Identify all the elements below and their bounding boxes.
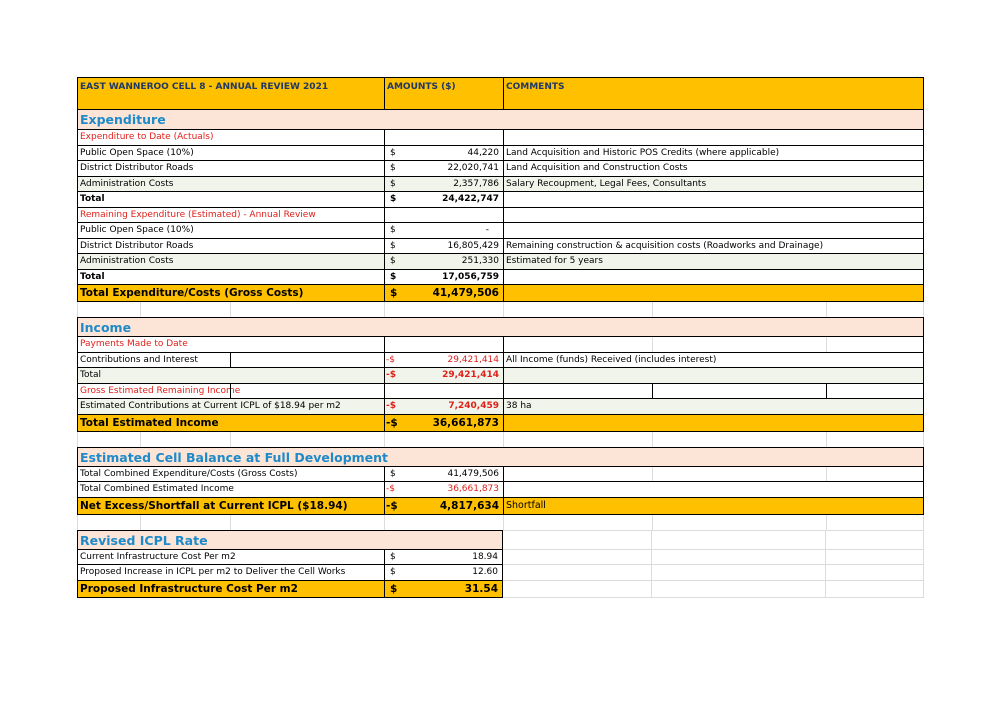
- amount-value: 17,056,759: [442, 271, 499, 282]
- comment-cell[interactable]: [503, 208, 924, 224]
- empty-cell[interactable]: [77, 302, 384, 317]
- amount-cell[interactable]: [384, 285, 503, 302]
- row-label[interactable]: Total Expenditure/Costs (Gross Costs): [77, 285, 384, 302]
- amount-cell[interactable]: [384, 353, 503, 369]
- empty-cell[interactable]: [503, 302, 924, 317]
- amount-cell[interactable]: [384, 177, 503, 193]
- amount-cell[interactable]: [384, 161, 503, 177]
- icpl-section-row: [77, 530, 924, 550]
- row-label[interactable]: Total: [77, 368, 384, 384]
- comment-cell[interactable]: Remaining construction & acquisition costs (Roadworks and Drainage): [503, 239, 924, 255]
- currency-symbol: $: [390, 551, 396, 562]
- header-amounts[interactable]: AMOUNTS ($): [384, 77, 503, 110]
- contributions-label: Contributions and Interest: [80, 354, 198, 365]
- table-row: [77, 254, 924, 270]
- row-label[interactable]: Total Estimated Income: [77, 415, 384, 432]
- comment-cell[interactable]: [503, 285, 924, 302]
- remaining-label-row: [77, 208, 924, 224]
- empty-cell[interactable]: [503, 515, 924, 530]
- row-label[interactable]: Administration Costs: [77, 177, 384, 193]
- income-title[interactable]: Income: [77, 317, 924, 337]
- balance-section-row: [77, 447, 924, 467]
- subtotal-row: [77, 270, 924, 286]
- amount-value: 7,240,459: [448, 401, 499, 411]
- currency-symbol: -$: [386, 416, 398, 429]
- total-expenditure-row: [77, 285, 924, 302]
- payments-label[interactable]: Payments Made to Date: [77, 337, 384, 353]
- actuals-label-row: [77, 130, 924, 146]
- spacer-row: [77, 302, 924, 317]
- empty-cell[interactable]: [503, 565, 924, 581]
- header-title[interactable]: EAST WANNEROO CELL 8 - ANNUAL REVIEW 2021: [77, 77, 384, 110]
- amount-value: -: [485, 225, 489, 235]
- empty-cell[interactable]: [503, 550, 924, 566]
- amount-cell[interactable]: [384, 550, 503, 566]
- comment-cell[interactable]: [503, 467, 924, 483]
- comment-cell[interactable]: Land Acquisition and Historic POS Credits (where applicable): [503, 146, 924, 162]
- amount-cell[interactable]: [384, 482, 503, 498]
- empty-cell[interactable]: [384, 302, 503, 317]
- balance-title[interactable]: Estimated Cell Balance at Full Development: [77, 447, 924, 467]
- amount-cell[interactable]: [384, 270, 503, 286]
- amount-value: 36,661,873: [447, 484, 499, 494]
- row-label[interactable]: [77, 353, 384, 369]
- currency-symbol: $: [390, 256, 396, 266]
- comment-cell[interactable]: Land Acquisition and Construction Costs: [503, 161, 924, 177]
- table-row: [77, 482, 924, 498]
- subtotal-row: [77, 192, 924, 208]
- gross-label-row: [77, 384, 924, 400]
- currency-symbol: $: [390, 240, 396, 251]
- table-row: [77, 177, 924, 193]
- empty-cell[interactable]: [503, 432, 924, 447]
- currency-symbol: $: [390, 178, 396, 189]
- amount-cell[interactable]: [384, 415, 503, 432]
- comment-cell[interactable]: [503, 130, 924, 146]
- amount-cell[interactable]: [384, 254, 503, 270]
- table-row: [77, 223, 924, 239]
- currency-symbol: -$: [386, 499, 398, 512]
- comment-cell[interactable]: [503, 415, 924, 432]
- income-section-row: [77, 317, 924, 337]
- amount-cell[interactable]: [384, 208, 503, 224]
- empty-cell[interactable]: [503, 530, 924, 550]
- comment-cell[interactable]: [503, 270, 924, 286]
- actuals-label[interactable]: Expenditure to Date (Actuals): [77, 130, 384, 146]
- spacer-row: [77, 515, 924, 530]
- payments-label-row: [77, 337, 924, 353]
- amount-cell[interactable]: [384, 130, 503, 146]
- currency-symbol: $: [390, 567, 396, 577]
- row-label[interactable]: Administration Costs: [77, 254, 384, 270]
- row-label[interactable]: District Distributor Roads: [77, 239, 384, 255]
- comment-cell[interactable]: [503, 482, 924, 498]
- amount-value: 29,421,414: [447, 354, 499, 365]
- table-row: [77, 161, 924, 177]
- row-label[interactable]: [77, 384, 384, 400]
- amount-value: 29,421,414: [442, 370, 499, 380]
- currency-symbol: $: [390, 271, 397, 282]
- row-label[interactable]: Proposed Infrastructure Cost Per m2: [77, 581, 384, 598]
- amount-value: 36,661,873: [432, 416, 499, 429]
- empty-cell[interactable]: [384, 515, 503, 530]
- net-shortfall-row: [77, 498, 924, 515]
- amount-cell[interactable]: [384, 368, 503, 384]
- amount-value: 2,357,786: [453, 178, 499, 189]
- amount-cell[interactable]: [384, 192, 503, 208]
- amount-value: 24,422,747: [442, 194, 499, 204]
- comment-cell[interactable]: Shortfall: [503, 498, 924, 515]
- amount-value: 4,817,634: [439, 499, 499, 512]
- table-row: [77, 239, 924, 255]
- amount-value: 12.60: [472, 567, 498, 577]
- comment-cell[interactable]: [503, 337, 924, 353]
- amount-cell[interactable]: [384, 223, 503, 239]
- currency-symbol: -$: [386, 484, 395, 494]
- icpl-title[interactable]: Revised ICPL Rate: [77, 530, 503, 550]
- amount-cell[interactable]: [384, 384, 503, 400]
- table-row: [77, 550, 924, 566]
- comment-cell[interactable]: Salary Recoupment, Legal Fees, Consultants: [503, 177, 924, 193]
- amount-cell[interactable]: [384, 581, 503, 598]
- amount-cell[interactable]: [384, 337, 503, 353]
- currency-symbol: $: [390, 225, 396, 235]
- empty-cell[interactable]: [77, 515, 384, 530]
- row-label[interactable]: Total: [77, 192, 384, 208]
- header-row: [77, 77, 924, 110]
- amount-value: 41,479,506: [447, 468, 499, 479]
- expenditure-title[interactable]: Expenditure: [77, 110, 924, 130]
- header-comments[interactable]: COMMENTS: [503, 77, 924, 110]
- expenditure-section-row: [77, 110, 924, 130]
- row-label[interactable]: Current Infrastructure Cost Per m2: [77, 550, 384, 566]
- table-row: [77, 399, 924, 415]
- currency-symbol: $: [390, 163, 396, 173]
- table-row: [77, 467, 924, 483]
- comment-cell[interactable]: [503, 192, 924, 208]
- amount-cell[interactable]: [384, 399, 503, 415]
- row-label[interactable]: Net Excess/Shortfall at Current ICPL ($18.94): [77, 498, 384, 515]
- amount-value: 41,479,506: [432, 287, 499, 299]
- amount-value: 18.94: [472, 551, 498, 562]
- table-row: [77, 565, 924, 581]
- subtotal-row: [77, 368, 924, 384]
- comment-cell[interactable]: [503, 223, 924, 239]
- row-label[interactable]: Proposed Increase in ICPL per m2 to Deliver the Cell Works: [77, 565, 384, 581]
- amount-value: 16,805,429: [447, 240, 499, 251]
- amount-cell[interactable]: [384, 146, 503, 162]
- currency-symbol: -$: [386, 401, 396, 411]
- amount-value: 22,020,741: [447, 163, 499, 173]
- amount-value: 251,330: [461, 256, 499, 266]
- row-label[interactable]: Total: [77, 270, 384, 286]
- amount-cell[interactable]: [384, 565, 503, 581]
- amount-cell[interactable]: [384, 467, 503, 483]
- empty-cell[interactable]: [503, 581, 924, 598]
- table-row: [77, 353, 924, 369]
- comment-cell[interactable]: 38 ha: [503, 399, 924, 415]
- comment-cell[interactable]: Estimated for 5 years: [503, 254, 924, 270]
- gross-label: Gross Estimated Remaining Income: [80, 385, 241, 396]
- row-label[interactable]: Public Open Space (10%): [77, 146, 384, 162]
- amount-cell[interactable]: [384, 239, 503, 255]
- currency-symbol: $: [390, 287, 398, 299]
- row-label[interactable]: Total Combined Estimated Income: [77, 482, 384, 498]
- review-sheet: [77, 77, 924, 598]
- amount-cell[interactable]: [384, 498, 503, 515]
- proposed-cost-row: [77, 581, 924, 598]
- currency-symbol: $: [390, 582, 398, 595]
- row-label[interactable]: Public Open Space (10%): [77, 223, 384, 239]
- total-income-row: [77, 415, 924, 432]
- currency-symbol: -$: [386, 370, 396, 380]
- comment-cell[interactable]: [503, 384, 924, 400]
- remaining-label[interactable]: Remaining Expenditure (Estimated) - Annual Review: [77, 208, 384, 224]
- row-label[interactable]: Total Combined Expenditure/Costs (Gross Costs): [77, 467, 384, 483]
- amount-value: 31.54: [464, 582, 498, 595]
- spacer-row: [77, 432, 924, 447]
- currency-symbol: $: [390, 147, 396, 158]
- comment-cell[interactable]: [503, 368, 924, 384]
- row-label[interactable]: District Distributor Roads: [77, 161, 384, 177]
- amount-value: 44,220: [467, 147, 499, 158]
- empty-cell[interactable]: [77, 432, 384, 447]
- currency-symbol: $: [390, 468, 396, 479]
- row-label[interactable]: Estimated Contributions at Current ICPL of $18.94 per m2: [77, 399, 384, 415]
- currency-symbol: -$: [386, 354, 395, 365]
- empty-cell[interactable]: [384, 432, 503, 447]
- currency-symbol: $: [390, 194, 397, 204]
- table-row: [77, 146, 924, 162]
- comment-cell[interactable]: All Income (funds) Received (includes interest): [503, 353, 924, 369]
